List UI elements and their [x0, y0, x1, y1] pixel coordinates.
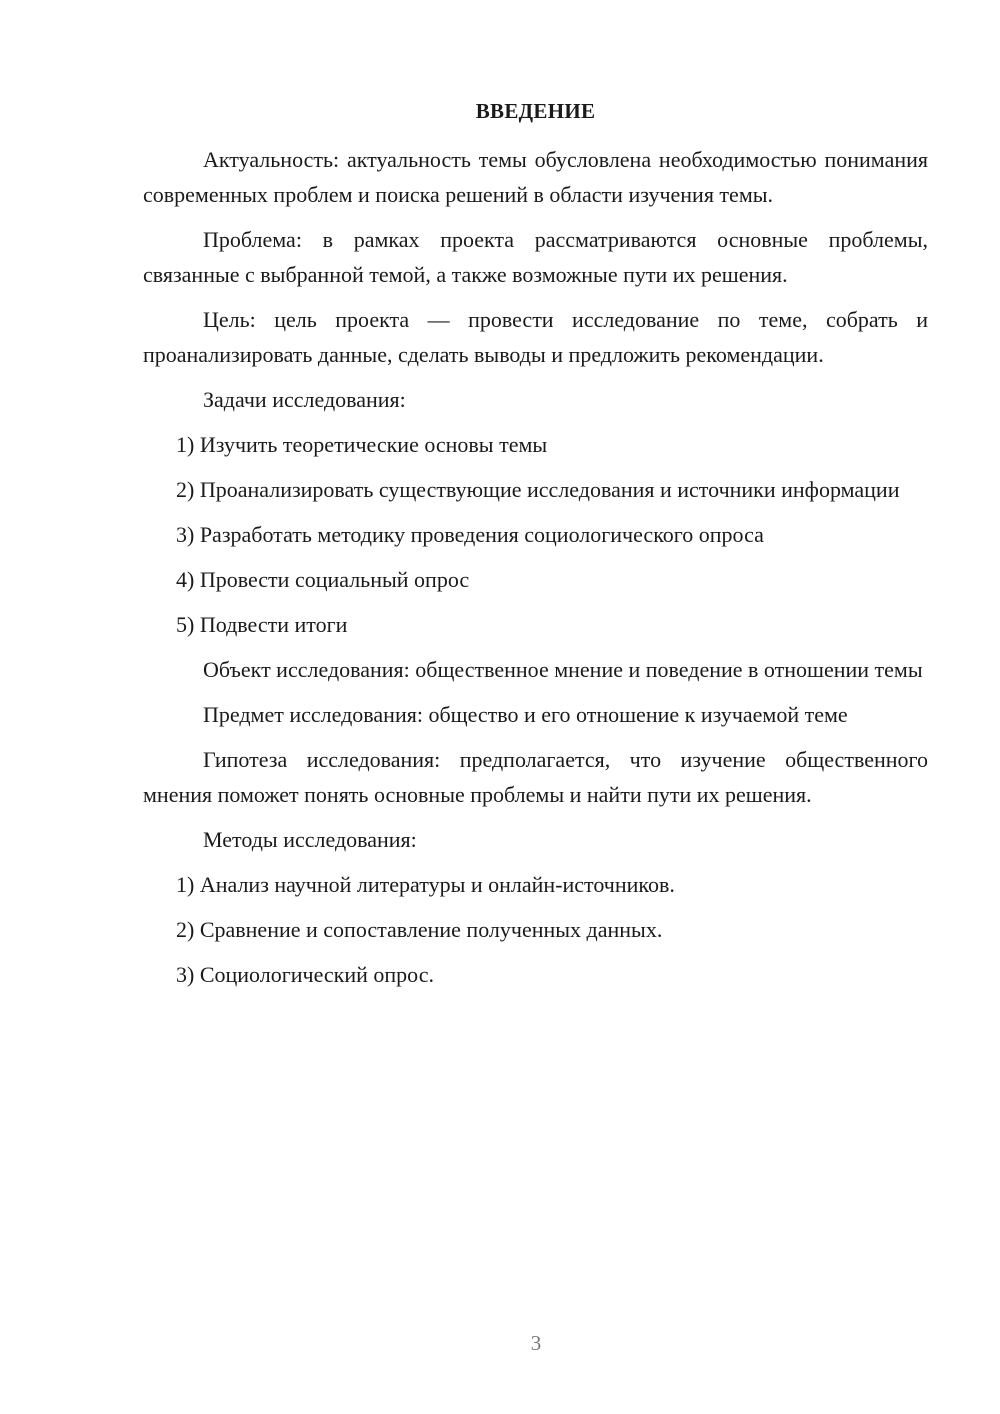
method-item: 2) Сравнение и сопоставление полученных данных.	[176, 917, 663, 942]
methods-heading: Методы исследования:	[203, 827, 417, 852]
method-item: 1) Анализ научной литературы и онлайн-источников.	[176, 872, 675, 897]
object-paragraph: Объект исследования: общественное мнение и поведение в отношении темы	[203, 657, 923, 682]
document-page	[143, 96, 928, 1002]
section-title: ВВЕДЕНИЕ	[475, 99, 596, 123]
hypothesis-paragraph: Гипотеза исследования: предполагается, что изучение общественного мнения поможет понять основные проблемы и найти пути их решения.	[143, 747, 928, 807]
relevance-paragraph: Актуальность: актуальность темы обусловлена необходимостью понимания современных проблем и поиска решений в области изучения темы.	[143, 147, 928, 207]
task-item: 5) Подвести итоги	[176, 612, 348, 637]
tasks-heading: Задачи исследования:	[203, 387, 406, 412]
problem-paragraph: Проблема: в рамках проекта рассматриваются основные проблемы, связанные с выбранной темой, а также возможные пути их решения.	[143, 227, 928, 287]
task-item: 4) Провести социальный опрос	[176, 567, 470, 592]
page-number: 3	[530, 1331, 542, 1355]
task-item: 3) Разработать методику проведения социологического опроса	[176, 522, 764, 547]
goal-paragraph: Цель: цель проекта — провести исследование по теме, собрать и проанализировать данные, сделать выводы и предложить рекомендации.	[143, 307, 928, 367]
task-item: 1) Изучить теоретические основы темы	[176, 432, 548, 457]
subject-paragraph: Предмет исследования: общество и его отношение к изучаемой теме	[203, 702, 848, 727]
task-item: 2) Проанализировать существующие исследования и источники информации	[176, 477, 900, 502]
method-item: 3) Социологический опрос.	[176, 962, 434, 987]
